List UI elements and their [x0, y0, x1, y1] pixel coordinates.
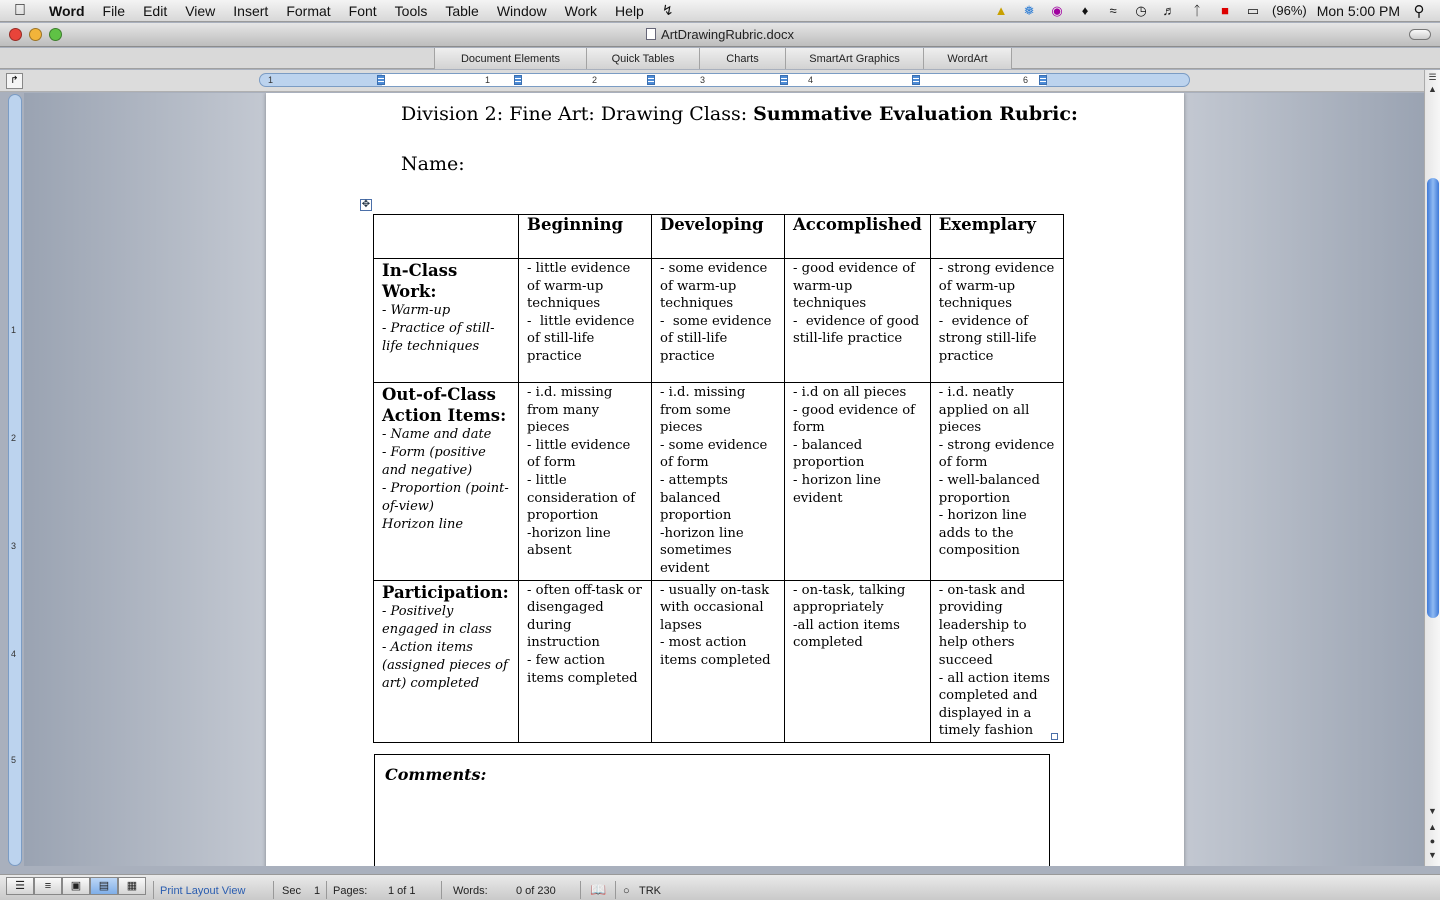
publishing-layout-icon[interactable]: ▣ [62, 877, 90, 895]
minimize-window-button[interactable] [29, 28, 42, 41]
rubric-table[interactable] [373, 214, 1064, 743]
status-divider [326, 881, 327, 899]
tab-charts[interactable]: Charts [699, 48, 785, 69]
row-title: Participation: [382, 582, 509, 602]
vertical-ruler[interactable] [8, 94, 22, 866]
menu-work[interactable]: Work [564, 2, 598, 19]
draft-view-icon[interactable]: ☰ [6, 877, 34, 895]
track-changes-label[interactable]: TRK [639, 885, 661, 897]
section-value: 1 [314, 885, 321, 897]
menu-format[interactable]: Format [286, 2, 331, 19]
wifi-icon[interactable]: ≈ [1109, 3, 1117, 18]
ruler-number: 1 [268, 75, 274, 85]
tab-smartart-graphics[interactable]: SmartArt Graphics [785, 48, 923, 69]
cell-text: - i.d. neatly applied on all pieces - strong evidence of form - well-balanced proportion - horizon line adds to the composition [938, 385, 1055, 559]
menu-file[interactable]: File [102, 2, 126, 19]
row-header-cell[interactable] [374, 383, 519, 581]
ruler-number: 6 [1023, 75, 1029, 85]
row-title: In-Class Work: [382, 261, 463, 301]
script-icon[interactable]: ↯ [661, 2, 674, 18]
table-header-row [374, 215, 1064, 259]
document-icon [646, 28, 656, 40]
print-layout-icon[interactable]: ▤ [90, 877, 118, 895]
rubric-cell[interactable] [785, 580, 931, 742]
rubric-cell[interactable] [652, 383, 785, 581]
status-divider [153, 881, 154, 899]
vruler-number: 2 [11, 433, 17, 443]
status-divider [580, 881, 581, 899]
document-canvas[interactable] [24, 93, 1424, 866]
clock[interactable]: Mon 5:00 PM [1316, 2, 1400, 19]
outline-view-icon[interactable]: ≡ [34, 877, 62, 895]
battery-icon[interactable]: ▭ [1246, 2, 1260, 18]
cell-text: - i.d. missing from many pieces - little evidence of form - little consideration of proportion -horizon line absent [527, 385, 636, 559]
column-marker[interactable] [780, 75, 788, 85]
row-criterion: - Positively engaged in class [382, 603, 492, 637]
elements-gallery [0, 48, 1440, 69]
words-label: Words: [453, 885, 488, 897]
row-criterion: Horizon line [382, 517, 464, 532]
table-move-handle-icon[interactable]: ✥ [361, 199, 371, 210]
status-divider [273, 881, 274, 899]
menu-view[interactable]: View [185, 2, 216, 19]
horizontal-ruler[interactable] [259, 73, 1190, 87]
table-row [374, 259, 1064, 383]
cell-text: - strong evidence of warm-up techniques - evidence of strong still-life practice [938, 261, 1055, 364]
header-beginning[interactable]: Beginning [519, 215, 652, 259]
ruler-text-area [382, 74, 1046, 86]
row-header-cell[interactable] [374, 259, 519, 383]
input-flag-icon[interactable]: ■ [1221, 3, 1229, 18]
scrollbar-thumb[interactable] [1427, 178, 1439, 618]
column-marker[interactable] [912, 75, 920, 85]
bluetooth-icon[interactable]: ᛏ [1193, 3, 1201, 18]
rubric-cell[interactable] [652, 259, 785, 383]
right-indent-marker[interactable] [1039, 75, 1047, 85]
cell-text: - i.d. missing from some pieces - some evidence of form - attempts balanced proportion -horizon line sometimes evident [660, 385, 768, 576]
close-window-button[interactable] [9, 28, 22, 41]
ruler-number: 3 [700, 75, 706, 85]
name-label[interactable]: Name: [401, 153, 465, 175]
pages-value: 1 of 1 [388, 885, 416, 897]
tab-wordart[interactable]: WordArt [923, 48, 1012, 69]
section-label: Sec [282, 885, 301, 897]
header-empty-cell[interactable] [374, 215, 519, 259]
sync-icon[interactable]: ❅ [1023, 2, 1035, 18]
ruler-number: 1 [485, 75, 491, 85]
menu-extras [992, 2, 1440, 20]
rubric-cell[interactable] [930, 259, 1063, 383]
document-heading[interactable] [401, 103, 1078, 125]
spelling-book-icon[interactable]: 📖 [590, 882, 607, 897]
rubric-cell[interactable] [519, 580, 652, 742]
track-changes-icon[interactable]: ○ [623, 885, 630, 897]
rubric-cell[interactable] [652, 580, 785, 742]
heading-regular-text[interactable]: Division 2: Fine Art: Drawing Class: [401, 103, 754, 125]
cell-text: - good evidence of warm-up techniques - evidence of good still-life practice [793, 261, 920, 347]
cell-text: - on-task and providing leadership to help others succeed - all action items completed and displayed in a timely fashion [938, 582, 1050, 739]
toolbar-toggle-button[interactable] [1409, 29, 1431, 40]
tab-stop-selector[interactable]: ↱ [6, 73, 23, 89]
vertical-scrollbar[interactable] [1424, 70, 1440, 866]
vruler-number: 1 [11, 325, 17, 335]
rubric-cell[interactable] [519, 259, 652, 383]
heading-bold-text[interactable]: Summative Evaluation Rubric: [753, 103, 1078, 125]
cell-text: - often off-task or disengaged during instruction - few action items completed [527, 582, 642, 686]
ruler-toggle-icon[interactable]: ☰ [1428, 72, 1437, 82]
header-developing[interactable]: Developing [652, 215, 785, 259]
status-divider [441, 881, 442, 899]
scroll-down-arrow-icon[interactable]: ▼ [1428, 806, 1437, 816]
cell-text: - usually on-task with occasional lapses - most action items completed [660, 582, 771, 668]
comments-box[interactable] [374, 754, 1050, 866]
window-title-bar[interactable] [0, 23, 1440, 47]
rubric-cell[interactable] [785, 383, 931, 581]
row-criterion: - Name and date [382, 427, 492, 442]
menu-edit[interactable]: Edit [143, 2, 168, 19]
vruler-number: 5 [11, 755, 17, 765]
status-bar [0, 874, 1440, 900]
ruler-bar [0, 70, 1440, 92]
menu-help[interactable]: Help [615, 2, 644, 19]
view-buttons [6, 877, 146, 895]
browse-object-icon[interactable]: ● [1429, 836, 1436, 846]
left-indent-marker[interactable] [377, 75, 385, 85]
row-criterion: - Practice of still-life techniques [382, 321, 495, 354]
cell-text: - i.d on all pieces - good evidence of form - balanced proportion - horizon line evident [793, 385, 916, 506]
menu-font[interactable]: Font [348, 2, 377, 19]
ruler-number: 4 [808, 75, 814, 85]
column-marker[interactable] [647, 75, 655, 85]
previous-page-icon[interactable]: ▲ [1428, 822, 1437, 832]
menu-tools[interactable]: Tools [394, 2, 428, 19]
row-criterion: - Form (positive and negative) [382, 445, 490, 478]
battery-percent[interactable]: (96%) [1272, 3, 1307, 18]
cell-text: - some evidence of warm-up techniques - some evidence of still-life practice [660, 261, 772, 364]
table-resize-handle[interactable] [1051, 733, 1058, 740]
tab-document-elements[interactable]: Document Elements [434, 48, 586, 69]
row-criterion: - Proportion (point-of-view) [382, 481, 509, 514]
row-header-cell[interactable] [374, 580, 519, 742]
menu-bar [0, 0, 1440, 22]
window-controls [0, 28, 62, 41]
zoom-window-button[interactable] [49, 28, 62, 41]
pages-label: Pages: [333, 885, 368, 897]
volume-icon[interactable]: ♬ [1162, 3, 1176, 18]
menu-insert[interactable]: Insert [233, 2, 269, 19]
app-tray-icon[interactable]: ▲ [994, 3, 1008, 18]
apple-icon[interactable] [0, 2, 40, 20]
rubric-cell[interactable] [785, 259, 931, 383]
vruler-number: 4 [11, 649, 17, 659]
header-exemplary[interactable]: Exemplary [930, 215, 1063, 259]
row-title: Out-of-Class Action Items: [382, 385, 507, 425]
tab-quick-tables[interactable]: Quick Tables [586, 48, 699, 69]
ruler-number: 2 [592, 75, 598, 85]
scroll-up-arrow-icon[interactable]: ▲ [1428, 84, 1437, 94]
app-badge-icon[interactable]: ◉ [1051, 2, 1063, 18]
menu-table[interactable]: Table [445, 2, 479, 19]
window-title [0, 27, 1440, 42]
next-page-icon[interactable]: ▼ [1428, 850, 1437, 860]
row-criterion: - Warm-up [382, 303, 451, 318]
vruler-number: 3 [11, 541, 17, 551]
table-row [374, 580, 1064, 742]
comments-label: Comments: [385, 765, 487, 784]
view-name: Print Layout View [160, 885, 246, 897]
menu-window[interactable]: Window [496, 2, 547, 19]
time-machine-icon[interactable]: ◷ [1135, 2, 1147, 18]
cell-text: - little evidence of warm-up techniques - little evidence of still-life practice [527, 261, 635, 364]
window-title-text: ArtDrawingRubric.docx [661, 27, 794, 42]
rubric-cell[interactable] [519, 383, 652, 581]
row-criterion: - Action items (assigned pieces of art) completed [382, 639, 512, 691]
spotlight-search-icon[interactable]: ⚲ [1413, 2, 1425, 20]
cell-text: - on-task, talking appropriately -all action items completed [793, 582, 906, 651]
rubric-cell[interactable] [930, 383, 1063, 581]
column-marker[interactable] [514, 75, 522, 85]
words-value[interactable]: 0 of 230 [516, 885, 556, 897]
notebook-layout-icon[interactable]: ▦ [118, 877, 146, 895]
table-row [374, 383, 1064, 581]
evernote-icon[interactable]: ♦ [1081, 3, 1089, 18]
status-divider [615, 881, 616, 899]
menu-word[interactable]: Word [49, 2, 85, 19]
rubric-cell[interactable] [930, 580, 1063, 742]
document-page[interactable] [266, 93, 1184, 866]
header-accomplished[interactable]: Accomplished [785, 215, 931, 259]
